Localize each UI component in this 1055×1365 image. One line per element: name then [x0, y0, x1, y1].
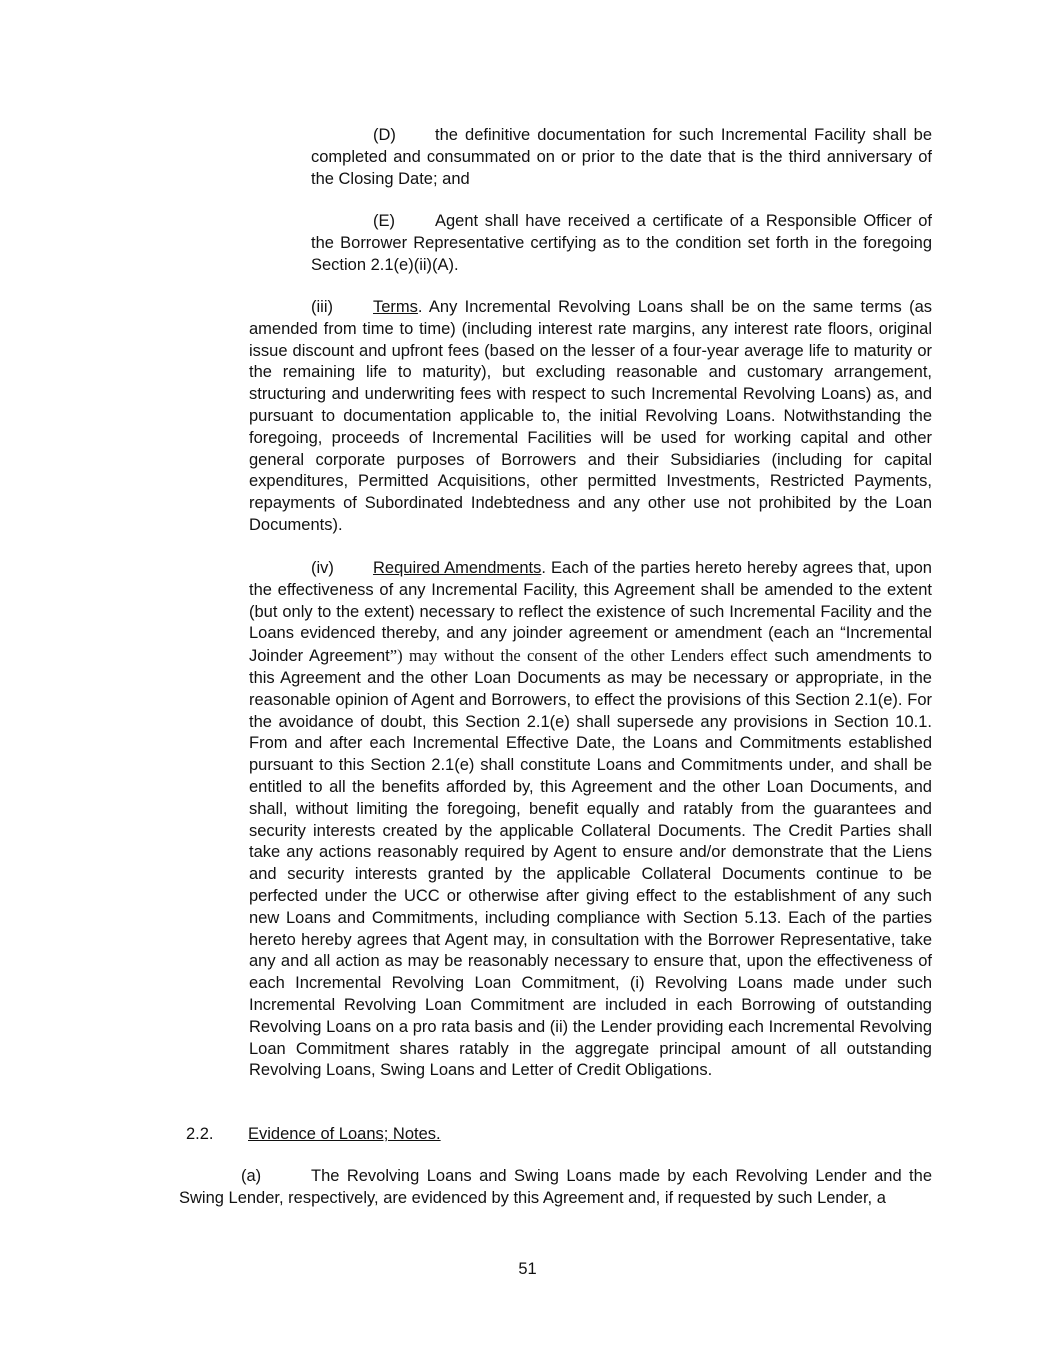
paragraph-iv-heading: Required Amendments: [373, 559, 542, 577]
paragraph-iv-text-part-1: . Each of the parties hereto hereby agrees that, upon the effectiveness of any Incremental Facility, this Agreement shall be amended to the extent (but only to the extent) necessary to reflect the existence of such Incremental Facility and the Loans evidenced thereby, and any joinder agreement or amendment (each an “Incremental Joinder Agreement: [249, 559, 932, 666]
paragraph-iv-marker: (iv): [311, 559, 334, 577]
paragraph-iv-text-part-2: ”) may without the consent of the other Lenders effect: [389, 646, 768, 666]
section-number: 2.2.: [186, 1125, 214, 1143]
paragraph-e-marker: (E): [373, 212, 395, 230]
paragraph-a-text: The Revolving Loans and Swing Loans made by each Revolving Lender and the Swing Lender, respectively, are evidenced by this Agreement and, if requested by such Lender, a: [179, 1167, 932, 1207]
paragraph-iii-heading: Terms: [373, 298, 418, 316]
paragraph-iii-marker: (iii): [311, 298, 333, 316]
section-title: Evidence of Loans; Notes.: [248, 1125, 441, 1143]
paragraph-iv: [249, 558, 932, 1082]
paragraph-a-marker: (a): [241, 1167, 262, 1185]
paragraph-a: [179, 1166, 932, 1210]
paragraph-d-text: the definitive documentation for such Incremental Facility shall be completed and consummated on or prior to the date that is the third anniversary of the Closing Date; and: [311, 126, 932, 188]
paragraph-d: [311, 125, 932, 190]
page-number: 51: [518, 1260, 537, 1278]
paragraph-iii-text: . Any Incremental Revolving Loans shall be on the same terms (as amended from time to time) (including interest rate margins, any interest rate floors, original issue discount and upfront fees (based on the lesser of a four-year average life to maturity or the remaining life to maturity), but excluding reasonable and customary arrangement, structuring and underwriting fees with respect to such Incremental Revolving Loans) as, and pursuant to documentation applicable to, the initial Revolving Loans. Notwithstanding the foregoing, proceeds of Incremental Facilities will be used for working capital and other general corporate purposes of Borrowers and their Subsidiaries (including for capital expenditures, Permitted Acquisitions, other permitted Investments, Restricted Payments, repayments of Subordinated Indebtedness and any other use not prohibited by the Loan Documents).: [249, 298, 932, 534]
paragraph-e: [311, 211, 932, 276]
paragraph-iv-text-part-3: such amendments to this Agreement and the other Loan Documents as may be necessary or appropriate, in the reasonable opinion of Agent and Borrowers, to effect the provisions of this Section 2.1(e). For the avoidance of doubt, this Section 2.1(e) shall supersede any provisions in Section 10.1. From and after each Incremental Effective Date, the Loans and Commitments established pursuant to this Section 2.1(e) shall constitute Loans and Commitments under, and shall be entitled to all the benefits afforded by, this Agreement and the other Loan Documents, and shall, without limiting the foregoing, benefit equally and ratably from the guarantees and security interests created by the applicable Collateral Documents. The Credit Parties shall take any actions reasonably required by Agent to ensure and/or demonstrate that the Liens and security interests granted by the applicable Collateral Documents continue to be perfected under the UCC or otherwise after giving effect to the establishment of any such new Loans and Commitments, including compliance with Section 5.13. Each of the parties hereto hereby agrees that Agent may, in consultation with the Borrower Representative, take any and all action as may be reasonably necessary to ensure that, upon the effectiveness of each Incremental Revolving Loan Commitment, (i) Revolving Loans made under such Incremental Revolving Loan Commitment are included in each Borrowing of outstanding Revolving Loans on a pro rata basis and (ii) the Lender providing each Incremental Revolving Loan Commitment shares ratably in the aggregate principal amount of all outstanding Revolving Loans, Swing Loans and Letter of Credit Obligations.: [249, 647, 932, 1080]
paragraph-d-marker: (D): [373, 126, 396, 144]
paragraph-iii: [249, 297, 932, 537]
paragraph-e-text: Agent shall have received a certificate of a Responsible Officer of the Borrower Representative certifying as to the condition set forth in the foregoing Section 2.1(e)(ii)(A).: [311, 212, 932, 274]
section-heading: [186, 1124, 441, 1146]
